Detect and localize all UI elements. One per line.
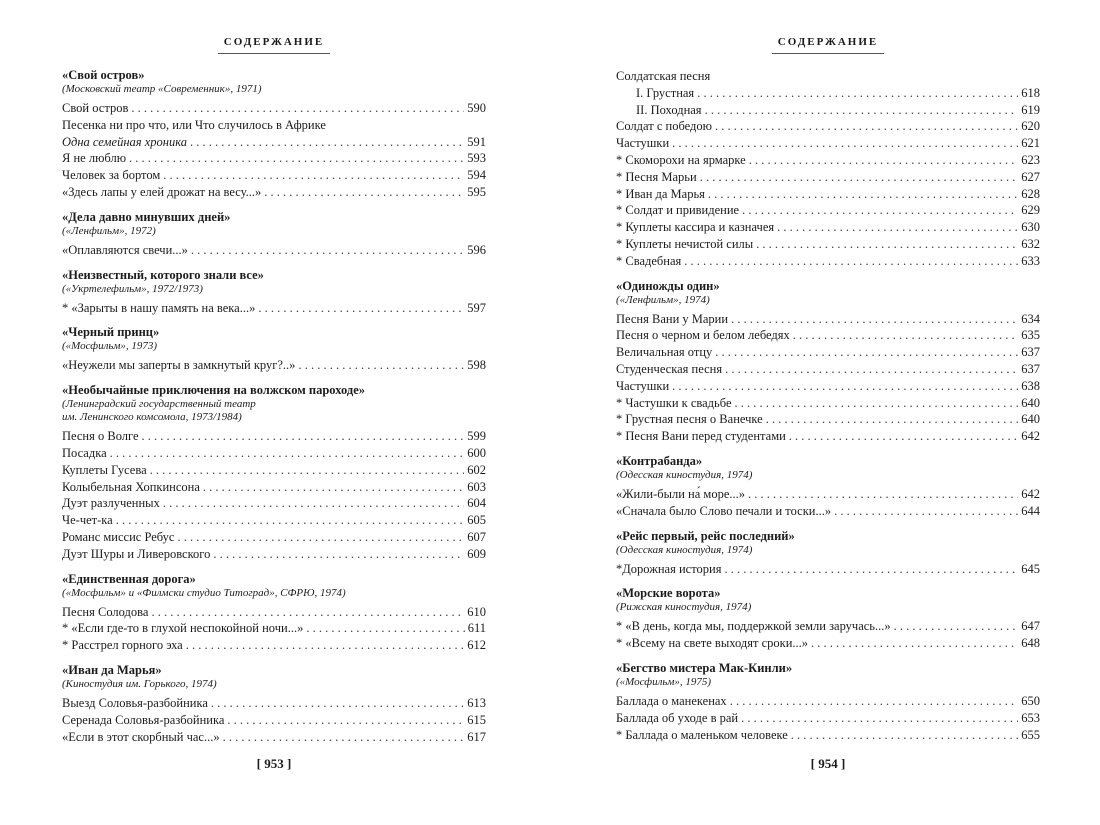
toc-content <box>62 68 486 754</box>
entry-page: 602 <box>467 462 486 477</box>
entry-page: 655 <box>1021 727 1040 742</box>
dot-leader <box>697 85 1018 102</box>
dot-leader <box>203 479 464 496</box>
dot-leader <box>177 529 464 546</box>
section-subtitle: («Мосфильм» и «Филмски студио Титоград», СФРЮ, 1974) <box>62 586 346 599</box>
entry-list <box>62 300 486 317</box>
entry-page: 603 <box>467 479 486 494</box>
dot-leader <box>131 100 464 117</box>
dot-leader <box>705 102 1019 119</box>
toc-section <box>62 268 486 317</box>
dot-leader <box>715 344 1018 361</box>
dot-leader <box>741 710 1018 727</box>
entry-page: 629 <box>1021 203 1040 218</box>
dot-leader <box>708 186 1018 203</box>
entry-page: 599 <box>467 429 486 444</box>
entry-list <box>62 242 486 259</box>
dot-leader <box>834 503 1018 520</box>
toc-entry <box>62 637 486 654</box>
entry-title: «Если в этот скорбный час...» <box>62 729 220 744</box>
dot-leader <box>715 118 1018 135</box>
entry-title: * Куплеты кассира и казначея <box>616 220 775 235</box>
toc-entry <box>616 710 1040 727</box>
toc-entry <box>616 311 1040 328</box>
dot-leader <box>191 242 464 259</box>
section-subtitle: («Ленфильм», 1972) <box>62 224 156 237</box>
section-title: «Контрабанда» <box>616 453 703 468</box>
toc-entry <box>62 167 486 184</box>
toc-entry <box>616 618 1040 635</box>
section-title: «Неизвестный, которого знали все» <box>62 267 264 282</box>
section-title: «Необычайные приключения на волжском пароходе» <box>62 383 365 398</box>
entry-title: I. Грустная <box>636 85 695 100</box>
toc-entry <box>62 479 486 496</box>
toc-entry <box>62 150 486 167</box>
entry-title: * Куплеты нечистой силы <box>616 236 754 251</box>
section-title: «Одиножды один» <box>616 278 720 293</box>
dot-leader <box>735 395 1019 412</box>
entry-page: 598 <box>467 358 486 373</box>
toc-entry <box>62 546 486 563</box>
toc-entry <box>616 118 1040 135</box>
toc-content <box>616 68 1040 752</box>
entry-page: 650 <box>1021 693 1040 708</box>
toc-entry <box>616 186 1040 203</box>
entry-title: * Частушки к свадьбе <box>616 395 732 410</box>
dot-leader <box>227 712 464 729</box>
section-subtitle: («Мосфильм», 1975) <box>616 675 712 688</box>
entry-page: 610 <box>467 604 486 619</box>
section-subtitle: («Мосфильм», 1973) <box>62 340 158 353</box>
toc-section <box>62 210 486 259</box>
entry-title: Выезд Соловья-разбойника <box>62 695 208 710</box>
entry-list <box>616 486 1040 520</box>
entry-list <box>616 693 1040 743</box>
toc-entry <box>62 529 486 546</box>
entry-list <box>62 604 486 654</box>
entry-page: 648 <box>1021 636 1040 651</box>
entry-page: 637 <box>1021 361 1040 376</box>
entry-title: Посадка <box>62 445 107 460</box>
entry-title: Частушки <box>616 136 670 151</box>
section-subtitle: («Укртелефильм», 1972/1973) <box>62 282 203 295</box>
dot-leader <box>116 512 465 529</box>
entry-page: 617 <box>467 729 486 744</box>
entry-title: Че-чет-ка <box>62 513 113 528</box>
toc-section <box>62 663 486 745</box>
dot-leader <box>791 727 1018 744</box>
toc-entry <box>616 727 1040 744</box>
dot-leader <box>793 327 1018 344</box>
toc-entry <box>62 100 486 117</box>
toc-entry <box>616 344 1040 361</box>
entry-page: 653 <box>1021 710 1040 725</box>
entry-heading: Солдатская песня <box>616 69 711 83</box>
dot-leader <box>766 411 1019 428</box>
page-number: [ 953 ] <box>256 756 292 771</box>
entry-list <box>616 561 1040 578</box>
dot-leader <box>298 357 464 374</box>
dot-leader <box>700 169 1019 186</box>
dot-leader <box>725 361 1018 378</box>
toc-entry <box>62 512 486 529</box>
dot-leader <box>742 202 1018 219</box>
entry-title: Баллада об уходе в рай <box>616 710 739 725</box>
entry-title: * Песня Вани перед студентами <box>616 429 786 444</box>
entry-page: 596 <box>467 242 486 257</box>
toc-section <box>616 529 1040 578</box>
entry-title: Песня о Волге <box>62 429 139 444</box>
dot-leader <box>894 618 1019 635</box>
entry-page: 621 <box>1021 136 1040 151</box>
section-subtitle: («Ленфильм», 1974) <box>616 293 710 306</box>
dot-leader <box>789 428 1018 445</box>
dot-leader <box>258 300 464 317</box>
entry-list <box>616 68 1040 270</box>
entry-title: «Здесь лапы у елей дрожат на весу...» <box>62 184 262 199</box>
entry-title: Студенческая песня <box>616 361 723 376</box>
entry-page: 633 <box>1021 253 1040 268</box>
section-subtitle: (Рижская киностудия, 1974) <box>616 601 752 614</box>
entry-title: * «Зарыты в нашу память на века...» <box>62 300 256 315</box>
dot-leader <box>777 219 1018 236</box>
section-title: «Дела давно минувших дней» <box>62 209 231 224</box>
entry-title: Песня Солодова <box>62 604 149 619</box>
entry-page: 645 <box>1021 561 1040 576</box>
toc-entry <box>62 495 486 512</box>
entry-title: Баллада о манекенах <box>616 693 727 708</box>
entry-page: 637 <box>1021 345 1040 360</box>
dot-leader <box>163 495 464 512</box>
dot-leader <box>129 150 464 167</box>
right-page <box>616 0 1040 825</box>
entry-page: 619 <box>1021 102 1040 117</box>
section-subtitle: им. Ленинского комсомола, 1973/1984) <box>62 411 242 424</box>
entry-page: 593 <box>467 151 486 166</box>
toc-entry <box>62 712 486 729</box>
dot-leader <box>749 152 1019 169</box>
toc-section <box>616 661 1040 743</box>
toc-entry <box>62 729 486 746</box>
entry-title: II. Походная <box>636 102 702 117</box>
entry-page: 595 <box>467 184 486 199</box>
entry-title: Песня Вани у Марии <box>616 311 729 326</box>
section-subtitle: (Одесская киностудия, 1974) <box>616 468 753 481</box>
toc-section <box>616 68 1040 270</box>
entry-page: 605 <box>467 513 486 528</box>
entry-list <box>62 100 486 201</box>
toc-entry <box>62 695 486 712</box>
dot-leader <box>213 546 464 563</box>
entry-title: Дуэт Шуры и Ливеровского <box>62 546 211 561</box>
dot-leader <box>731 311 1018 328</box>
toc-entry <box>616 361 1040 378</box>
entry-page: 623 <box>1021 152 1040 167</box>
section-subtitle: (Московский театр «Современник», 1971) <box>62 83 262 95</box>
toc-entry <box>62 357 486 374</box>
entry-page: 612 <box>467 638 486 653</box>
toc-entry <box>616 169 1040 186</box>
entry-page: 607 <box>467 529 486 544</box>
toc-entry <box>616 219 1040 236</box>
entry-title: Человек за бортом <box>62 168 161 183</box>
toc-section <box>62 68 486 201</box>
dot-leader <box>264 184 464 201</box>
entry-page: 628 <box>1021 186 1040 201</box>
toc-entry <box>62 620 486 637</box>
dot-leader <box>811 635 1018 652</box>
toc-entry <box>62 134 486 151</box>
entry-page: 627 <box>1021 169 1040 184</box>
entry-title: * Скоморохи на ярмарке <box>616 152 746 167</box>
entry-page: 613 <box>467 695 486 710</box>
dot-leader <box>724 561 1018 578</box>
section-title: «Единственная дорога» <box>62 571 196 586</box>
toc-entry <box>616 378 1040 395</box>
section-subtitle: (Одесская киностудия, 1974) <box>616 543 753 556</box>
entry-title: Песня о черном и белом лебедях <box>616 328 790 343</box>
toc-entry <box>616 635 1040 652</box>
section-subtitle: (Ленинградский государственный театр <box>62 398 256 411</box>
entry-title: * Иван да Марья <box>616 186 705 201</box>
dot-leader <box>684 253 1018 270</box>
entry-page: 594 <box>467 168 486 183</box>
entry-title: «Сначала было Слово печали и тоски...» <box>616 503 832 518</box>
entry-page: 634 <box>1021 311 1040 326</box>
entry-title: *Дорожная история <box>616 561 722 576</box>
entry-page: 632 <box>1021 236 1040 251</box>
dot-leader <box>151 604 464 621</box>
left-page <box>62 0 486 825</box>
entry-title: «Оплавляются свечи...» <box>62 242 188 257</box>
dot-leader <box>672 135 1018 152</box>
entry-page: 597 <box>467 300 486 315</box>
header-rule <box>218 53 330 54</box>
entry-title: * Песня Марьи <box>616 169 697 184</box>
section-title: «Бегство мистера Мак-Кинли» <box>616 660 793 675</box>
entry-title: «Жили-были на́ море...» <box>616 486 745 501</box>
entry-title: * Грустная песня о Ванечке <box>616 412 763 427</box>
toc-entry <box>616 503 1040 520</box>
toc-entry <box>616 428 1040 445</box>
toc-entry <box>616 561 1040 578</box>
entry-page: 600 <box>467 445 486 460</box>
entry-heading: Песенка ни про что, или Что случилось в Африке <box>62 117 326 132</box>
section-title: «Морские ворота» <box>616 586 721 601</box>
toc-section <box>62 572 486 654</box>
section-title: «Свой остров» <box>62 68 145 82</box>
running-header: СОДЕРЖАНИЕ <box>223 36 325 48</box>
toc-section <box>616 279 1040 445</box>
entry-title: «Неужели мы заперты в замкнутый круг?..» <box>62 358 296 373</box>
dot-leader <box>163 167 464 184</box>
section-subtitle: (Киностудия им. Горького, 1974) <box>62 677 217 690</box>
entry-title: Солдат с победою <box>616 119 712 134</box>
toc-entry <box>62 462 486 479</box>
entry-page: 609 <box>467 546 486 561</box>
entry-page: 618 <box>1021 85 1040 100</box>
toc-entry <box>616 395 1040 412</box>
entry-page: 630 <box>1021 220 1040 235</box>
entry-page: 640 <box>1021 412 1040 427</box>
entry-page: 615 <box>467 712 486 727</box>
toc-section <box>62 383 486 562</box>
toc-entry <box>62 184 486 201</box>
entry-page: 591 <box>467 134 486 149</box>
toc-entry <box>62 242 486 259</box>
entry-page: 644 <box>1021 503 1040 518</box>
dot-leader <box>190 134 464 151</box>
dot-leader <box>748 486 1018 503</box>
entry-page: 590 <box>467 101 486 115</box>
toc-entry <box>616 253 1040 270</box>
entry-page: 611 <box>467 621 486 636</box>
dot-leader <box>306 620 464 637</box>
toc-entry <box>616 486 1040 503</box>
toc-section <box>616 454 1040 520</box>
entry-title: Свой остров <box>62 101 129 115</box>
entry-title: * «Всему на свете выходят сроки...» <box>616 636 809 651</box>
entry-title: * «Если где-то в глухой неспокойной ночи...» <box>62 621 304 636</box>
header-rule <box>772 53 884 54</box>
entry-title: Куплеты Гусева <box>62 462 147 477</box>
entry-list <box>62 695 486 745</box>
toc-entry <box>62 300 486 317</box>
entry-list <box>62 357 486 374</box>
toc-entry <box>616 236 1040 253</box>
dot-leader <box>150 462 465 479</box>
dot-leader <box>730 693 1019 710</box>
toc-entry <box>616 411 1040 428</box>
entry-title: Романс миссис Ребус <box>62 529 175 544</box>
section-title: «Рейс первый, рейс последний» <box>616 528 795 543</box>
toc-section <box>62 325 486 374</box>
entry-title: Я не люблю <box>62 151 127 166</box>
entry-page: 642 <box>1021 429 1040 444</box>
entry-list <box>616 618 1040 652</box>
entry-title: Дуэт разлученных <box>62 496 160 511</box>
toc-entry <box>616 152 1040 169</box>
toc-entry <box>62 428 486 445</box>
toc-entry <box>616 202 1040 219</box>
dot-leader <box>110 445 465 462</box>
toc-entry <box>62 445 486 462</box>
toc-section <box>616 586 1040 652</box>
toc-entry <box>616 102 1040 119</box>
entry-page: 604 <box>467 496 486 511</box>
entry-title: * Свадебная <box>616 253 682 268</box>
entry-list <box>62 428 486 562</box>
entry-title: * Солдат и привидение <box>616 203 740 218</box>
running-header: СОДЕРЖАНИЕ <box>777 36 879 48</box>
entry-list <box>616 311 1040 445</box>
section-title: «Черный принц» <box>62 325 160 340</box>
entry-title: Величальная отцу <box>616 345 713 360</box>
entry-page: 647 <box>1021 619 1040 634</box>
dot-leader <box>223 729 465 746</box>
entry-title: Одна семейная хроника <box>62 134 187 149</box>
entry-title: Частушки <box>616 378 670 393</box>
entry-title: Серенада Соловья-разбойника <box>62 712 225 727</box>
entry-page: 620 <box>1021 119 1040 134</box>
toc-entry <box>616 327 1040 344</box>
dot-leader <box>142 428 465 445</box>
entry-page: 640 <box>1021 395 1040 410</box>
entry-page: 635 <box>1021 328 1040 343</box>
dot-leader <box>186 637 465 654</box>
entry-page: 638 <box>1021 378 1040 393</box>
toc-entry <box>62 604 486 621</box>
dot-leader <box>756 236 1018 253</box>
dot-leader <box>672 378 1018 395</box>
toc-entry <box>616 85 1040 102</box>
page-number: [ 954 ] <box>810 756 846 771</box>
entry-title: * Расстрел горного эха <box>62 638 183 653</box>
entry-title: Колыбельная Хопкинсона <box>62 479 200 494</box>
entry-title: * «В день, когда мы, поддержкой земли заручась...» <box>616 619 891 634</box>
toc-entry <box>616 135 1040 152</box>
toc-entry <box>616 693 1040 710</box>
entry-title: * Баллада о маленьком человеке <box>616 727 788 742</box>
dot-leader <box>211 695 464 712</box>
entry-page: 642 <box>1021 486 1040 501</box>
section-title: «Иван да Марья» <box>62 662 162 677</box>
